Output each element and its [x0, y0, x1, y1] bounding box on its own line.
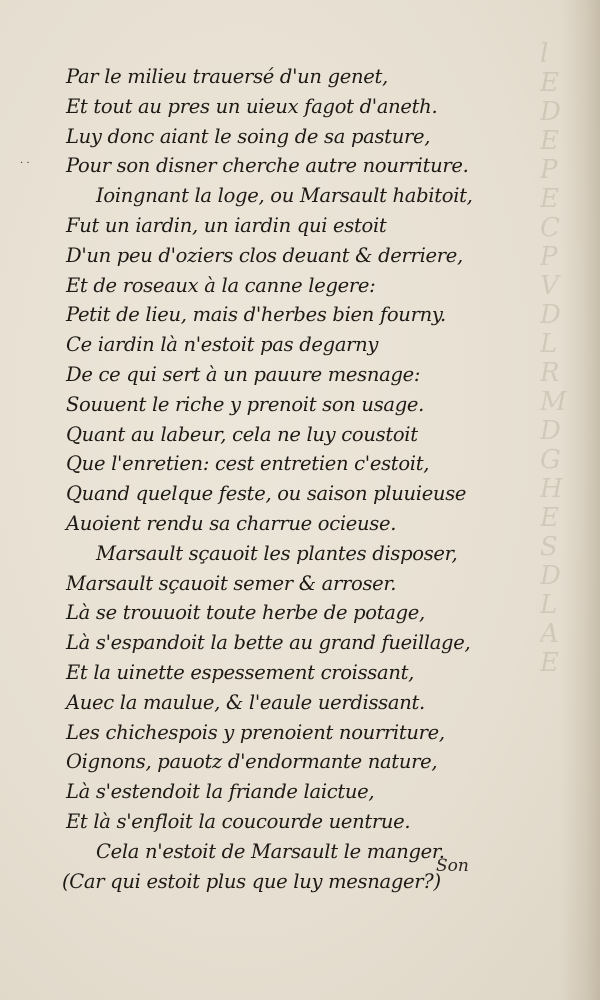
verse-block [62, 62, 536, 896]
verse-line: Auoient rendu sa charrue ocieuse. [66, 511, 397, 535]
verse-line: Ioingnant la loge, ou Marsault habitoit, [96, 184, 473, 208]
verse-line: Petit de lieu, mais d'herbes bien fourny. [66, 303, 446, 327]
verse-line: Pour son disner cherche autre nourriture. [66, 154, 469, 178]
verse-line: (Car qui estoit plus que luy mesnager?) [62, 869, 441, 893]
show-through-text: l E D E P E C P V D L R M D G H E S D L A E [540, 40, 567, 678]
verse-line: Auec la maulue, & l'eaule uerdissant. [66, 690, 425, 714]
verse-line: Et la uinette espessement croissant, [66, 660, 415, 684]
verse-line: Et de roseaux à la canne legere: [66, 273, 376, 297]
verse-line: Là se trouuoit toute herbe de potage, [66, 601, 425, 625]
verse-line: Là s'estendoit la friande laictue, [66, 780, 375, 804]
verse-line: Luy donc aiant le soing de sa pasture, [66, 124, 431, 148]
verse-line: Et là s'enfloit la coucourde uentrue. [66, 809, 411, 833]
verse-line: Fut un iardin, un iardin qui estoit [66, 213, 387, 237]
verse-line: Les chichespois y prenoient nourriture, [66, 720, 445, 744]
margin-mark: · · [20, 158, 30, 169]
verse-line: Marsault sçauoit les plantes disposer, [96, 541, 458, 565]
verse-line: Marsault sçauoit semer & arroser. [66, 571, 397, 595]
verse-line: Oignons, pauotz d'endormante nature, [66, 750, 438, 774]
verse-line: D'un peu d'oziers clos deuant & derriere, [66, 243, 463, 267]
verse-line: Par le milieu trauersé d'un genet, [66, 65, 388, 88]
verse-line: Et tout au pres un uieux fagot d'aneth. [66, 94, 438, 118]
verse-line: Que l'enretien: cest entretien c'estoit, [66, 452, 430, 476]
verse-line: Ce iardin là n'estoit pas degarny [66, 333, 379, 357]
verse-line: Quand quelque feste, ou saison pluuieuse [66, 482, 467, 506]
verse-line: De ce qui sert à un pauure mesnage: [66, 362, 421, 386]
verse-line: Souuent le riche y prenoit son usage. [66, 392, 425, 416]
verse-line: Quant au labeur, cela ne luy coustoit [66, 422, 418, 446]
verse-line: Là s'espandoit la bette au grand fueillage, [66, 631, 471, 655]
verse-line: Cela n'estoit de Marsault le manger. [96, 839, 445, 863]
catchword: Son [436, 856, 469, 876]
